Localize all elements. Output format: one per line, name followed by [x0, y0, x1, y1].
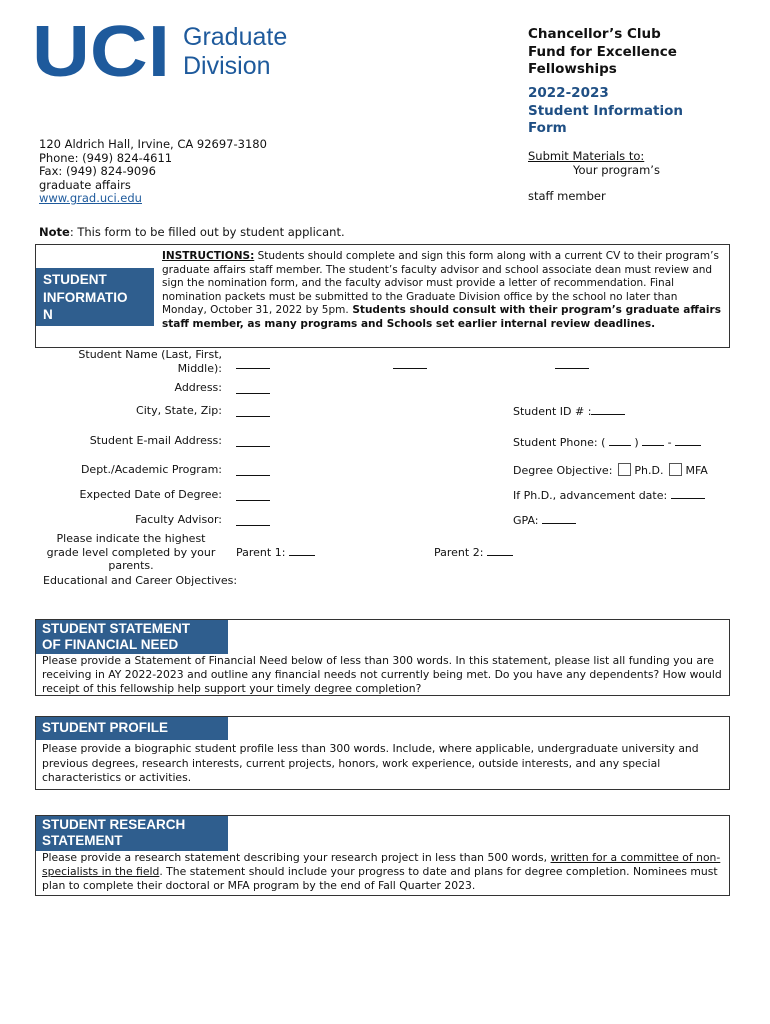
heading-line: STATEMENT [42, 833, 123, 848]
note-label: Note [39, 225, 70, 239]
research-text [42, 851, 722, 893]
street-address: 120 Aldrich Hall, Irvine, CA 92697-3180 [39, 137, 267, 151]
label-line: Middle): [177, 361, 222, 375]
title-line: Chancellor’s Club [528, 26, 661, 42]
parent1-label: Parent 1: [236, 546, 286, 559]
phone-line-field[interactable] [675, 435, 701, 446]
student-id-label: Student ID # : [513, 405, 592, 418]
grade-level-label [40, 532, 222, 573]
student-info-heading [36, 268, 154, 326]
address-label: Address: [174, 381, 222, 394]
student-id-field[interactable] [591, 404, 625, 415]
form-year: 2022-2023 [528, 85, 609, 101]
student-name-middle[interactable] [555, 358, 589, 372]
parent1-field[interactable] [289, 545, 315, 556]
phd-label: Ph.D. [634, 464, 664, 477]
objectives-label: Educational and Career Objectives: [43, 574, 238, 587]
parent2-field[interactable] [487, 545, 513, 556]
phone-prefix-field[interactable] [642, 435, 664, 446]
form-name-line: Student Information [528, 102, 683, 119]
student-name-label [40, 348, 222, 375]
advancement-field[interactable] [671, 488, 705, 499]
research-text-underline: written for a committee of non-specialists in the field [42, 851, 721, 878]
title-line: Fund for Excellence [528, 43, 677, 60]
logo-division-text [183, 23, 287, 81]
gpa-field[interactable] [542, 513, 576, 524]
phone-paren: ) [634, 436, 639, 449]
mfa-checkbox[interactable] [669, 463, 682, 476]
financial-need-heading [36, 620, 228, 654]
phone-row [513, 435, 701, 449]
city-field[interactable] [236, 406, 270, 420]
advancement-row [513, 488, 705, 502]
fax-number: Fax: (949) 824-9096 [39, 164, 156, 178]
profile-heading: STUDENT PROFILE [36, 717, 228, 740]
logo-graduate: Graduate [183, 23, 288, 51]
mfa-label: MFA [685, 464, 708, 477]
website-link[interactable]: www.grad.uci.edu [39, 191, 142, 205]
phd-checkbox[interactable] [618, 463, 631, 476]
phone-dash: - [667, 436, 672, 449]
label-line: Student Name (Last, First, [78, 348, 222, 361]
form-year-title [528, 85, 748, 138]
heading-line: OF FINANCIAL NEED [42, 637, 179, 652]
instructions-bold: Students should consult with their program’s graduate affairs staff member, as many programs and Schools set earlier internal review deadlines. [162, 304, 721, 330]
instructions [162, 250, 722, 332]
uci-logo-text: UCI [32, 20, 170, 80]
gpa-row [513, 513, 576, 527]
expected-date-field[interactable] [236, 490, 270, 504]
dept-field[interactable] [236, 465, 270, 479]
form-name-line: Form [528, 120, 567, 136]
gpa-label: GPA: [513, 514, 539, 527]
contact-address [39, 138, 267, 206]
parent2-label: Parent 2: [434, 546, 484, 559]
student-id-row [513, 404, 625, 418]
phone-label: Student Phone: ( [513, 436, 606, 449]
label-line: parents. [108, 559, 154, 572]
student-name-last[interactable] [236, 358, 270, 372]
financial-need-text: Please provide a Statement of Financial Need below of less than 300 words. In this statement, please list all funding you are receiving in AY 2022-2023 and outline any financial needs not currently being met. Do you have any dependents? How would receipt of this fellowship help support your timely degree completion? [42, 654, 722, 695]
note [39, 225, 345, 239]
research-text-part: . The statement should include your progress to date and plans for degree completion. Nominees must plan to complete their doctoral or MFA program by the end of Fall Quarter 2023. [42, 865, 718, 892]
heading-line: STUDENT STATEMENT [42, 621, 190, 636]
heading-line: INFORMATIO [43, 289, 128, 305]
heading-line: STUDENT [43, 272, 107, 287]
advisor-label: Faculty Advisor: [135, 513, 222, 526]
profile-text: Please provide a biographic student profile less than 300 words. Include, where applicable, undergraduate university and previous degrees, research interests, current projects, honors, work experience, outside interests, and any special characteristics or activities. [42, 742, 699, 784]
submit-label: Submit Materials to: [528, 149, 645, 163]
label-line: Please indicate the highest [56, 532, 206, 545]
degree-row [513, 463, 708, 477]
email-label: Student E-mail Address: [89, 434, 222, 447]
city-label: City, State, Zip: [136, 404, 222, 417]
research-text-part: Please provide a research statement describing your research project in less than 500 words, [42, 851, 551, 864]
expected-date-label: Expected Date of Degree: [79, 488, 222, 501]
submit-line2: staff member [528, 189, 606, 203]
submit-instructions [528, 150, 660, 204]
phone-number: Phone: (949) 824-4611 [39, 150, 173, 165]
advancement-label: If Ph.D., advancement date: [513, 489, 668, 502]
advisor-field[interactable] [236, 515, 270, 529]
dept-label: Dept./Academic Program: [80, 463, 222, 476]
dept-name: graduate affairs [39, 177, 131, 192]
email-field[interactable] [236, 436, 270, 450]
degree-label: Degree Objective: [513, 464, 613, 477]
note-text: : This form to be filled out by student applicant. [69, 225, 345, 239]
research-heading [36, 816, 228, 851]
student-name-first[interactable] [393, 358, 427, 372]
parent2-row [434, 545, 513, 559]
phone-area-field[interactable] [609, 435, 631, 446]
heading-line: N [43, 307, 53, 322]
instructions-label: INSTRUCTIONS: [162, 250, 255, 262]
uci-logo-mark [32, 20, 172, 80]
address-field[interactable] [236, 383, 270, 397]
title-line: Fellowships [528, 61, 617, 77]
instructions-text: Students should complete and sign this form along with a current CV to their program’s graduate affairs staff member. The student’s faculty advisor and school associate dean must review and sign the nomination form, and the faculty advisor must provide a letter of recommendation. Final nomination packets must be submitted to the Graduate Division office by the school no later than Monday, October 31, 2022 by 5pm. [162, 250, 719, 317]
uci-logo [32, 20, 172, 80]
form-title [528, 26, 748, 79]
parent1-row [236, 545, 315, 559]
submit-line1: Your program’s [573, 162, 660, 177]
heading-line: STUDENT RESEARCH [42, 817, 186, 832]
logo-division: Division [183, 52, 271, 80]
label-line: grade level completed by your [46, 545, 216, 559]
